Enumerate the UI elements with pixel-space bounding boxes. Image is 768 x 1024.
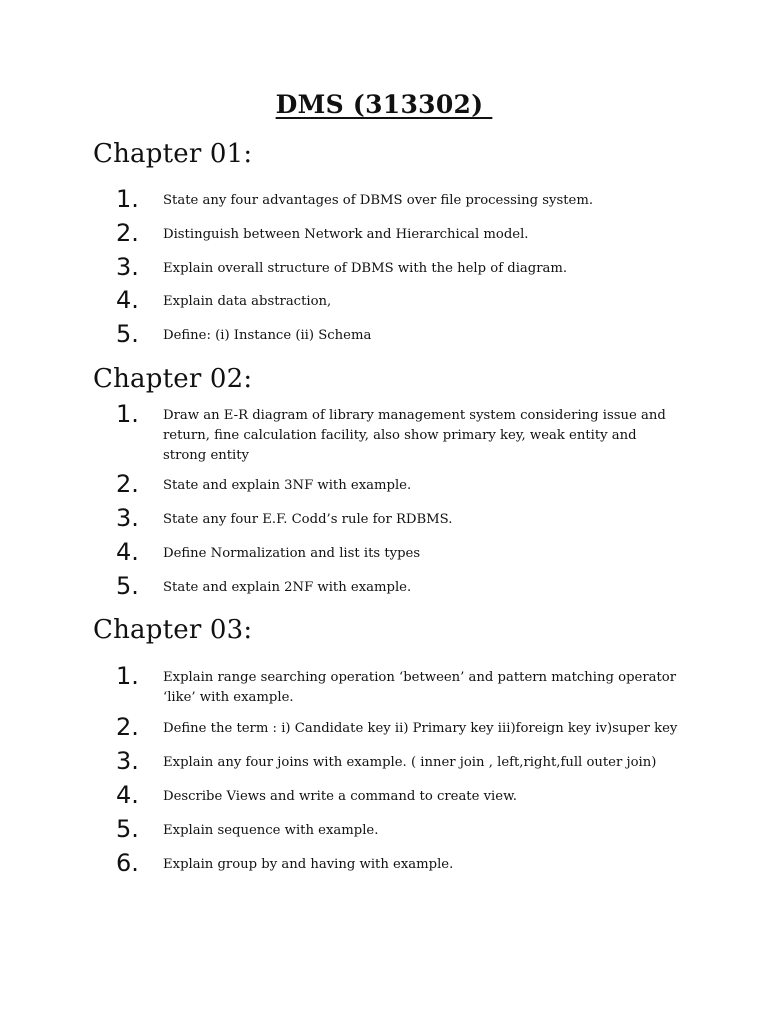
list-item-number: 2.	[116, 470, 139, 498]
list-item-text: State any four E.F. Codd’s rule for RDBMS.	[163, 512, 453, 527]
list-item-text: State any four advantages of DBMS over file processing system.	[163, 193, 594, 208]
list-item-number: 5.	[116, 320, 139, 348]
list-item-number: 1.	[116, 662, 139, 690]
list-item-text: Explain overall structure of DBMS with the help of diagram.	[163, 261, 568, 276]
list-item-text: Distinguish between Network and Hierarchical model.	[163, 227, 529, 242]
list-item-text: Explain sequence with example.	[163, 823, 379, 838]
list-item-number: 4.	[116, 286, 139, 314]
list-item-text: Explain group by and having with example.	[163, 857, 454, 872]
list-item-text: State and explain 3NF with example.	[163, 478, 412, 493]
list-item-number: 1.	[116, 400, 139, 428]
list-item-text: Define Normalization and list its types	[163, 546, 421, 561]
list-item-number: 5.	[116, 815, 139, 843]
list-item-text: Define the term : i) Candidate key ii) Primary key iii)foreign key iv)super key	[163, 721, 678, 736]
list-item-number: 5.	[116, 572, 139, 600]
list-item-text: State and explain 2NF with example.	[163, 580, 412, 595]
list-item-number: 3.	[116, 747, 139, 775]
list-item-number: 2.	[116, 219, 139, 247]
chapter-heading: Chapter 02:	[93, 364, 253, 394]
list-item-text: Explain any four joins with example. ( inner join , left,right,full outer join)	[163, 755, 657, 770]
list-item-text: Explain range searching operation ‘between’ and pattern matching operator ‘like’ with example.	[163, 670, 677, 705]
list-item-number: 4.	[116, 781, 139, 809]
chapter-heading: Chapter 01:	[93, 139, 253, 169]
list-item-text: Explain data abstraction,	[163, 294, 332, 309]
list-item-text: Describe Views and write a command to create view.	[163, 789, 517, 804]
page-title: DMS (313302)	[275, 90, 493, 119]
chapter-heading: Chapter 03:	[93, 615, 253, 645]
list-item-number: 4.	[116, 538, 139, 566]
list-item-number: 3.	[116, 253, 139, 281]
list-item-text: Define: (i) Instance (ii) Schema	[163, 328, 372, 343]
list-item-number: 2.	[116, 713, 139, 741]
list-item-text: Draw an E-R diagram of library management system considering issue and return, fine calculation facility, also show primary key, weak entity and strong entity	[163, 408, 666, 463]
list-item-number: 3.	[116, 504, 139, 532]
list-item-number: 6.	[116, 849, 139, 877]
list-item-number: 1.	[116, 185, 139, 213]
